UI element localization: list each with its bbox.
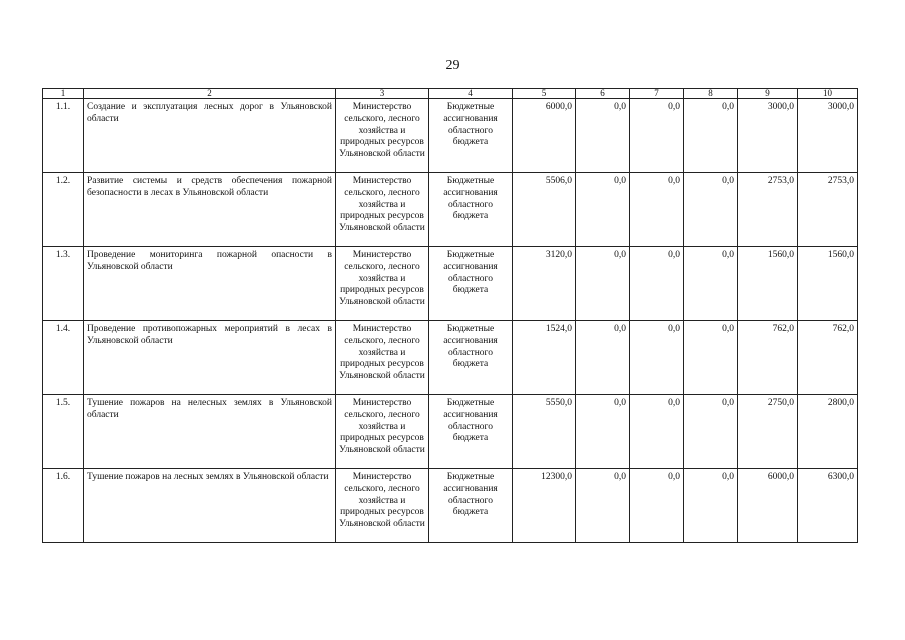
amount-col-7: 0,0 bbox=[630, 395, 684, 469]
amount-col-6: 0,0 bbox=[576, 321, 630, 395]
column-number: 8 bbox=[684, 89, 738, 99]
funding-source: Бюджетные ассигнования областного бюджета bbox=[429, 247, 513, 321]
amount-col-5: 1524,0 bbox=[513, 321, 576, 395]
amount-col-9: 2753,0 bbox=[738, 173, 798, 247]
table-body bbox=[43, 89, 858, 543]
amount-col-5: 5550,0 bbox=[513, 395, 576, 469]
amount-col-9: 1560,0 bbox=[738, 247, 798, 321]
column-number: 2 bbox=[84, 89, 336, 99]
column-number: 6 bbox=[576, 89, 630, 99]
amount-col-5: 12300,0 bbox=[513, 469, 576, 543]
amount-col-6: 0,0 bbox=[576, 173, 630, 247]
amount-col-6: 0,0 bbox=[576, 247, 630, 321]
amount-col-7: 0,0 bbox=[630, 173, 684, 247]
row-index: 1.1. bbox=[43, 99, 84, 173]
row-index: 1.4. bbox=[43, 321, 84, 395]
measure-name: Создание и эксплуатация лесных дорог в Ульяновской области bbox=[84, 99, 336, 173]
amount-col-5: 3120,0 bbox=[513, 247, 576, 321]
row-index: 1.6. bbox=[43, 469, 84, 543]
responsible-ministry: Министерство сельского, лесного хозяйства и природных ресурсов Ульяновской области bbox=[336, 395, 429, 469]
amount-col-7: 0,0 bbox=[630, 469, 684, 543]
amount-col-7: 0,0 bbox=[630, 247, 684, 321]
funding-source: Бюджетные ассигнования областного бюджета bbox=[429, 321, 513, 395]
table-row bbox=[43, 321, 858, 395]
amount-col-8: 0,0 bbox=[684, 247, 738, 321]
amount-col-10: 2753,0 bbox=[798, 173, 858, 247]
amount-col-6: 0,0 bbox=[576, 469, 630, 543]
funding-source: Бюджетные ассигнования областного бюджета bbox=[429, 99, 513, 173]
column-number-row bbox=[43, 89, 858, 99]
row-index: 1.5. bbox=[43, 395, 84, 469]
measure-name: Тушение пожаров на нелесных землях в Ульяновской области bbox=[84, 395, 336, 469]
funding-source: Бюджетные ассигнования областного бюджета bbox=[429, 395, 513, 469]
measure-name: Проведение противопожарных мероприятий в лесах в Ульяновской области bbox=[84, 321, 336, 395]
column-number: 5 bbox=[513, 89, 576, 99]
amount-col-8: 0,0 bbox=[684, 469, 738, 543]
column-number: 1 bbox=[43, 89, 84, 99]
measure-name: Развитие системы и средств обеспечения пожарной безопасности в лесах в Ульяновской области bbox=[84, 173, 336, 247]
amount-col-5: 6000,0 bbox=[513, 99, 576, 173]
responsible-ministry: Министерство сельского, лесного хозяйства и природных ресурсов Ульяновской области bbox=[336, 173, 429, 247]
column-number: 9 bbox=[738, 89, 798, 99]
amount-col-10: 1560,0 bbox=[798, 247, 858, 321]
amount-col-8: 0,0 bbox=[684, 99, 738, 173]
table-row bbox=[43, 469, 858, 543]
column-number: 10 bbox=[798, 89, 858, 99]
amount-col-9: 2750,0 bbox=[738, 395, 798, 469]
amount-col-8: 0,0 bbox=[684, 321, 738, 395]
responsible-ministry: Министерство сельского, лесного хозяйства и природных ресурсов Ульяновской области bbox=[336, 321, 429, 395]
amount-col-10: 762,0 bbox=[798, 321, 858, 395]
table-row bbox=[43, 173, 858, 247]
table-row bbox=[43, 395, 858, 469]
amount-col-9: 762,0 bbox=[738, 321, 798, 395]
table-row bbox=[43, 247, 858, 321]
funding-source: Бюджетные ассигнования областного бюджета bbox=[429, 173, 513, 247]
amount-col-8: 0,0 bbox=[684, 173, 738, 247]
measure-name: Проведение мониторинга пожарной опасности в Ульяновской области bbox=[84, 247, 336, 321]
measure-name: Тушение пожаров на лесных землях в Ульяновской области bbox=[84, 469, 336, 543]
column-number: 3 bbox=[336, 89, 429, 99]
page-number: 29 bbox=[445, 58, 460, 73]
amount-col-10: 3000,0 bbox=[798, 99, 858, 173]
responsible-ministry: Министерство сельского, лесного хозяйства и природных ресурсов Ульяновской области bbox=[336, 99, 429, 173]
amount-col-5: 5506,0 bbox=[513, 173, 576, 247]
amount-col-10: 2800,0 bbox=[798, 395, 858, 469]
amount-col-6: 0,0 bbox=[576, 99, 630, 173]
column-number: 7 bbox=[630, 89, 684, 99]
amount-col-10: 6300,0 bbox=[798, 469, 858, 543]
table-row bbox=[43, 99, 858, 173]
responsible-ministry: Министерство сельского, лесного хозяйства и природных ресурсов Ульяновской области bbox=[336, 469, 429, 543]
responsible-ministry: Министерство сельского, лесного хозяйства и природных ресурсов Ульяновской области bbox=[336, 247, 429, 321]
amount-col-6: 0,0 bbox=[576, 395, 630, 469]
program-table bbox=[42, 88, 858, 543]
row-index: 1.2. bbox=[43, 173, 84, 247]
funding-source: Бюджетные ассигнования областного бюджета bbox=[429, 469, 513, 543]
amount-col-8: 0,0 bbox=[684, 395, 738, 469]
column-number: 4 bbox=[429, 89, 513, 99]
amount-col-9: 6000,0 bbox=[738, 469, 798, 543]
amount-col-7: 0,0 bbox=[630, 99, 684, 173]
amount-col-9: 3000,0 bbox=[738, 99, 798, 173]
row-index: 1.3. bbox=[43, 247, 84, 321]
amount-col-7: 0,0 bbox=[630, 321, 684, 395]
